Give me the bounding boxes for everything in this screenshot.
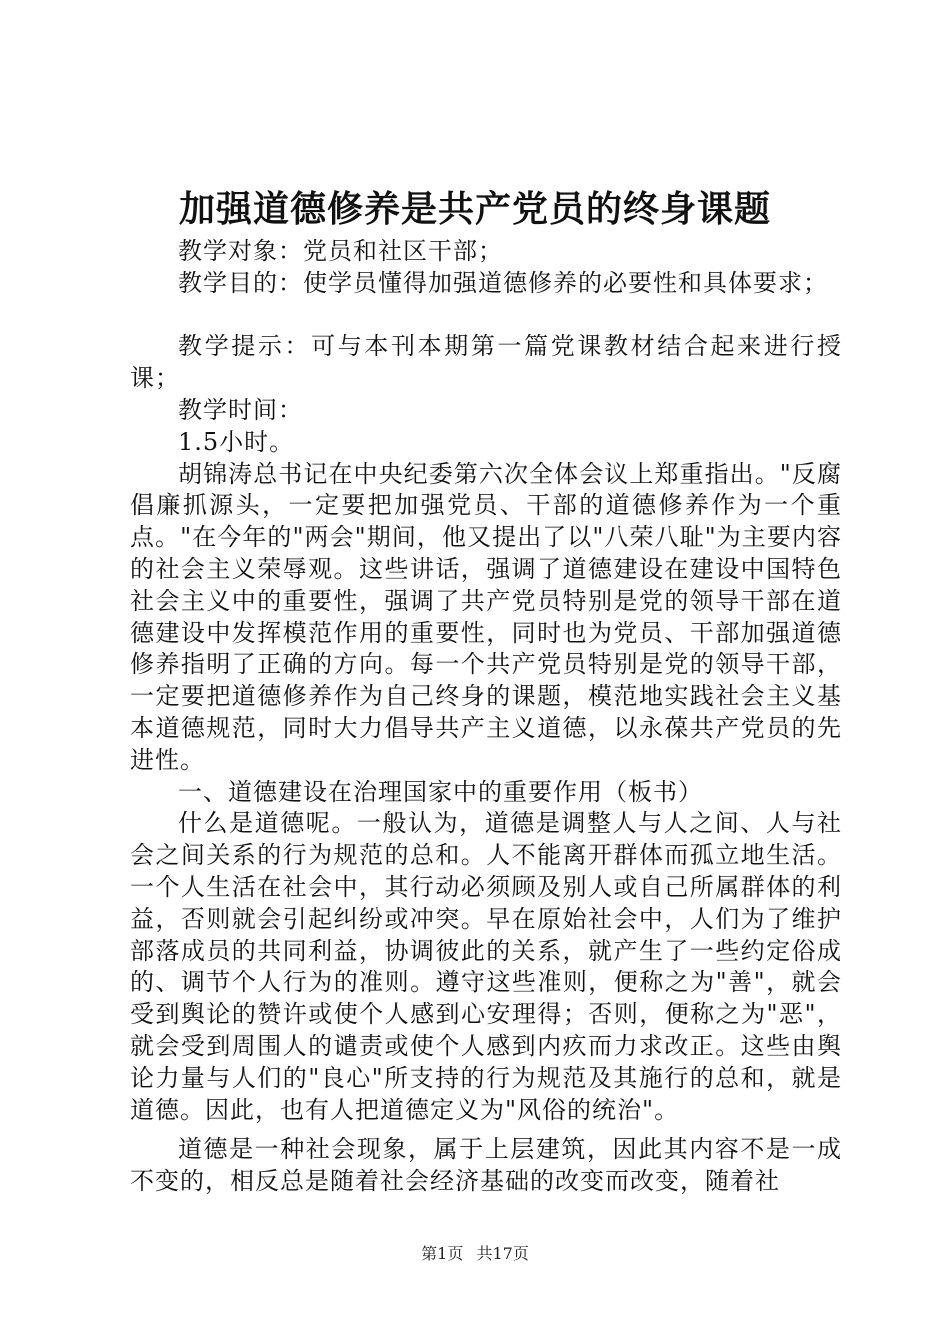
document-title: 加强道德修养是共产党员的终身课题 <box>178 188 771 230</box>
paragraph-gap <box>130 1126 842 1134</box>
paragraph-spacer <box>130 300 842 332</box>
intro-paragraph: 胡锦涛总书记在中央纪委第六次全体会议上郑重指出。"反腐倡廉抓源头，一定要把加强党员、干部的道德修养作为一个重点。"在今年的"两会"期间，他又提出了以"八荣八耻"为主要内容的社会主义荣辱观。这些讲话，强调了道德建设在建设中国特色社会主义中的重要性，强调了共产党员特别是党的领导干部在道德建设中发挥模范作用的重要性，同时也为党员、干部加强道德修养指明了正确的方向。每一个共产党员特别是党的领导干部，一定要把道德修养作为自己终身的课题，模范地实践社会主义基本道德规范，同时大力倡导共产主义道德，以永葆共产党员的先进性。 <box>130 459 842 774</box>
section-heading: 一、道德建设在治理国家中的重要作用（板书） <box>178 777 703 806</box>
page-total: 共17页 <box>476 1244 529 1263</box>
teaching-time-label: 教学时间： <box>178 395 303 424</box>
teaching-purpose-paragraph: 教学目的：使学员懂得加强道德修养的必要性和具体要求； <box>178 268 828 297</box>
page-footer <box>0 1243 950 1265</box>
teaching-time-value: 1.5小时。 <box>178 427 295 456</box>
morality-social-paragraph: 道德是一种社会现象，属于上层建筑，因此其内容不是一成不变的，相反总是随着社会经济基础的改变而改变，随着社 <box>130 1135 842 1196</box>
morality-definition-paragraph: 什么是道德呢。一般认为，道德是调整人与人之间、人与社会之间关系的行为规范的总和。人不能离开群体而孤立地生活。一个人生活在社会中，其行动必须顾及别人或自己所属群体的利益，否则就会引起纠纷或冲突。早在原始社会中，人们为了维护部落成员的共同利益，协调彼此的关系，就产生了一些约定俗成的、调节个人行为的准则。遵守这些准则，便称之为"善"，就会受到舆论的赞许或使个人感到心安理得；否则，便称之为"恶"，就会受到周围人的谴责或使个人感到内疚而力求改正。这些由舆论力量与人们的"良心"所支持的行为规范及其施行的总和，就是道德。因此，也有人把道德定义为"风俗的统治"。 <box>130 809 842 1124</box>
teaching-target-paragraph: 教学对象：党员和社区干部； <box>178 237 503 265</box>
document-body <box>130 236 842 1198</box>
page-number: 第1页 <box>421 1244 464 1263</box>
teaching-tip-paragraph: 教学提示：可与本刊本期第一篇党课教材结合起来进行授课； <box>130 332 842 393</box>
